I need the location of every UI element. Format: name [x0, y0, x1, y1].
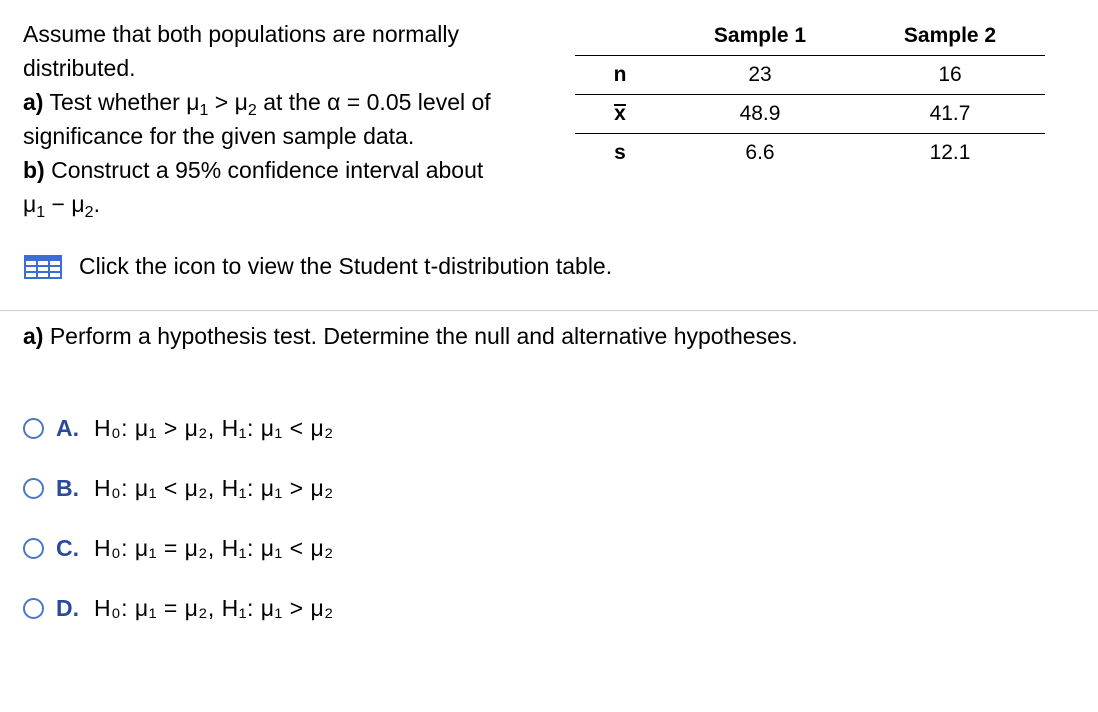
option-letter-c: C. [56, 534, 79, 561]
header-sample-2: Sample 2 [855, 17, 1045, 56]
row-label-n: n [575, 56, 665, 95]
option-d[interactable] [23, 578, 334, 638]
radio-button-a[interactable] [23, 418, 44, 439]
part-b-label: b) [23, 157, 45, 183]
cell-n-sample-2: 16 [855, 56, 1045, 95]
option-text-c: H₀: μ₁ = μ₂, H₁: μ₁ < μ₂ [94, 534, 334, 561]
t-distribution-table-link[interactable] [23, 253, 612, 280]
table-header-row [575, 17, 1045, 56]
radio-button-c[interactable] [23, 538, 44, 559]
option-text-d: H₀: μ₁ = μ₂, H₁: μ₁ > μ₂ [94, 594, 334, 621]
header-sample-1: Sample 1 [665, 17, 855, 56]
table-row-xbar [575, 95, 1045, 134]
cell-xbar-sample-1: 48.9 [665, 95, 855, 134]
option-c[interactable] [23, 518, 334, 578]
cell-s-sample-2: 12.1 [929, 141, 971, 164]
question-label: a) [23, 323, 44, 349]
part-a-text-2: at the α = 0.05 level of [263, 89, 491, 115]
table-row-s [575, 134, 1045, 173]
option-text-a: H₀: μ₁ > μ₂, H₁: μ₁ < μ₂ [94, 414, 334, 441]
row-label-s: s [614, 141, 626, 164]
question-text: Perform a hypothesis test. Determine the null and alternative hypotheses. [49, 323, 798, 349]
radio-button-d[interactable] [23, 598, 44, 619]
sample-data-table [575, 17, 1045, 172]
part-a-hypothesis-expr: $\mu_1 > \mu_2$ [186, 89, 257, 119]
question-prompt [23, 323, 798, 350]
option-letter-a: A. [56, 414, 79, 441]
option-a[interactable] [23, 398, 334, 458]
option-letter-d: D. [56, 594, 79, 621]
part-b-instruction [23, 153, 568, 187]
problem-statement [23, 17, 568, 221]
option-letter-b: B. [56, 474, 79, 501]
problem-line-2: distributed. [23, 55, 136, 81]
option-b[interactable] [23, 458, 334, 518]
part-b-text: Construct a 95% confidence interval about [51, 157, 484, 183]
part-a-label: a) [23, 89, 44, 115]
cell-xbar-sample-2: 41.7 [855, 95, 1045, 134]
row-label-xbar [575, 95, 665, 134]
option-text-b: H₀: μ₁ < μ₂, H₁: μ₁ > μ₂ [94, 474, 334, 501]
table-link-text[interactable]: Click the icon to view the Student t-distribution table. [79, 253, 613, 279]
radio-button-b[interactable] [23, 478, 44, 499]
part-a-instruction [23, 85, 568, 119]
difference-expr: $\mu_1 - \mu_2$. [23, 191, 100, 221]
table-row-n [575, 56, 1045, 95]
problem-line-1: Assume that both populations are normally [23, 21, 459, 47]
problem-line-4: significance for the given sample data. [23, 123, 415, 149]
part-a-text-1: Test whether [49, 89, 180, 115]
section-divider [0, 310, 1098, 311]
cell-s-sample-1: 6.6 [745, 141, 775, 164]
header-blank [575, 17, 665, 56]
cell-n-sample-1: 23 [665, 56, 855, 95]
answer-options [23, 398, 334, 638]
xbar-symbol: x [614, 102, 626, 125]
table-grid-icon[interactable] [23, 254, 63, 280]
